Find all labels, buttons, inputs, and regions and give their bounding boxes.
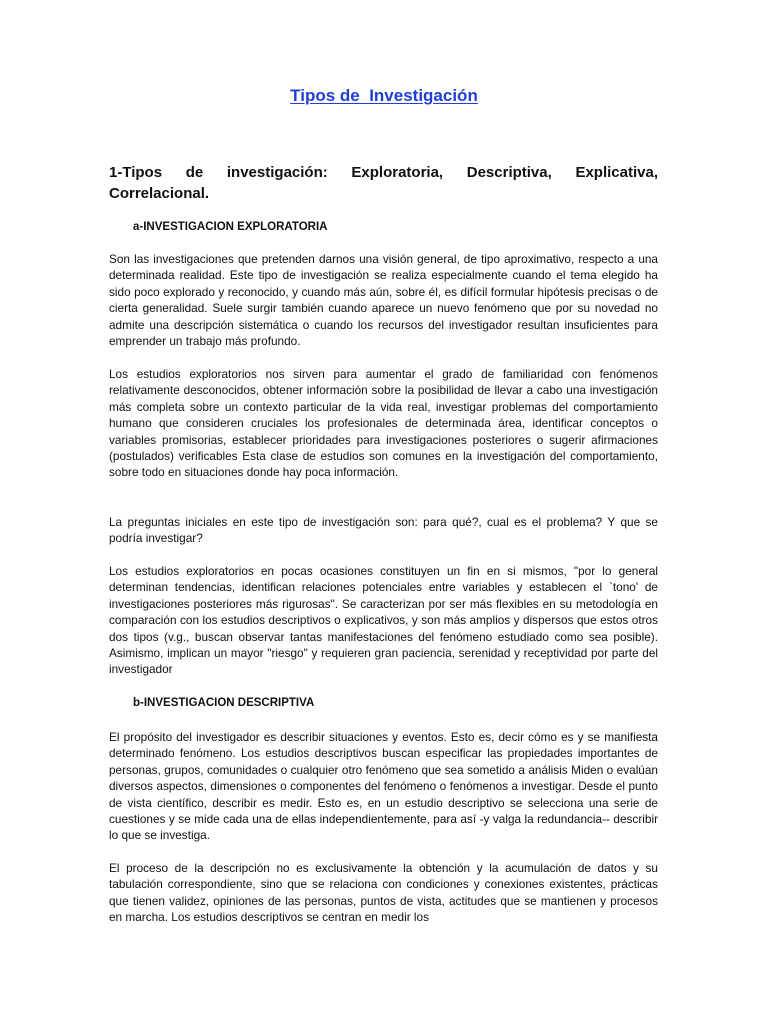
- section-heading: 1-Tipos de investigación: Exploratoria, Descriptiva, Explicativa, Correlacional.: [109, 164, 658, 202]
- paragraph-descriptiva-2: El proceso de la descripción no es exclusivamente la obtención y la acumulación de datos y su tabulación correspondiente, sino que se relaciona con condiciones y conexiones existentes, prácticas que tienen validez, opiniones de las personas, puntos de vista, actitudes que se mantienen y procesos en marcha. Los estudios descriptivos se centran en medir los: [109, 861, 658, 925]
- paragraph-descriptiva-1: El propósito del investigador es describir situaciones y eventos. Esto es, decir cómo es y se manifiesta determinado fenómeno. Los estudios descriptivos buscan especificar las propiedades importantes de personas, grupos, comunidades o cualquier otro fenómeno que sea sometido a análisis Miden o evalúan diversos aspectos, dimensiones o componentes del fenómeno o fenómenos a investigar. Desde el punto de vista científico, describir es medir. Esto es, en un estudio descriptivo se selecciona una serie de cuestiones y se mide cada una de ellas independientemente, para así -y valga la redundancia-- describir lo que se investiga.: [109, 730, 658, 843]
- paragraph-exploratoria-4: Los estudios exploratorios en pocas ocasiones constituyen un fin en si mismos, "por lo general determinan tendencias, identifican relaciones potenciales entre variables y establecen el `tono' de investigaciones posteriores más rigurosas". Se caracterizan por ser más flexibles en su metodología en comparación con los estudios descriptivos o explicativos, y son más amplios y dispersos que estos otros dos tipos (v.g., buscan observar tantas manifestaciones del fenómeno estudiado como sea posible). Asimismo, implican un mayor "riesgo" y requieren gran paciencia, serenidad y receptividad por parte del investigador: [109, 564, 658, 677]
- paragraph-exploratoria-3: La preguntas iniciales en este tipo de investigación son: para qué?, cual es el problema? Y que se podría investigar?: [109, 515, 658, 546]
- document-title: Tipos de Investigación: [290, 86, 478, 105]
- paragraph-exploratoria-2: Los estudios exploratorios nos sirven para aumentar el grado de familiaridad con fenómenos relativamente desconocidos, obtener información sobre la posibilidad de llevar a cabo una investigación más completa sobre un contexto particular de la vida real, investigar problemas del comportamiento humano que consideren cruciales los profesionales de determinada área, identificar conceptos o variables promisorias, establecer prioridades para investigaciones posteriores o sugerir afirmaciones (postulados) verificables Esta clase de estudios son comunes en la investigación del comportamiento, sobre todo en situaciones donde hay poca información.: [109, 367, 658, 480]
- paragraph-exploratoria-1: Son las investigaciones que pretenden darnos una visión general, de tipo aproximativo, respecto a una determinada realidad. Este tipo de investigación se realiza especialmente cuando el tema elegido ha sido poco explorado y reconocido, y cuando más aún, sobre él, es difícil formular hipótesis precisas o de cierta generalidad. Suele surgir también cuando aparece un nuevo fenómeno que por su novedad no admite una descripción sistemática o cuando los recursos del investigador resultan insuficientes para emprender un trabajo más profundo.: [109, 252, 658, 349]
- subsection-heading-descriptiva: b-INVESTIGACION DESCRIPTIVA: [133, 697, 315, 709]
- subsection-heading-exploratoria: a-INVESTIGACION EXPLORATORIA: [133, 221, 328, 233]
